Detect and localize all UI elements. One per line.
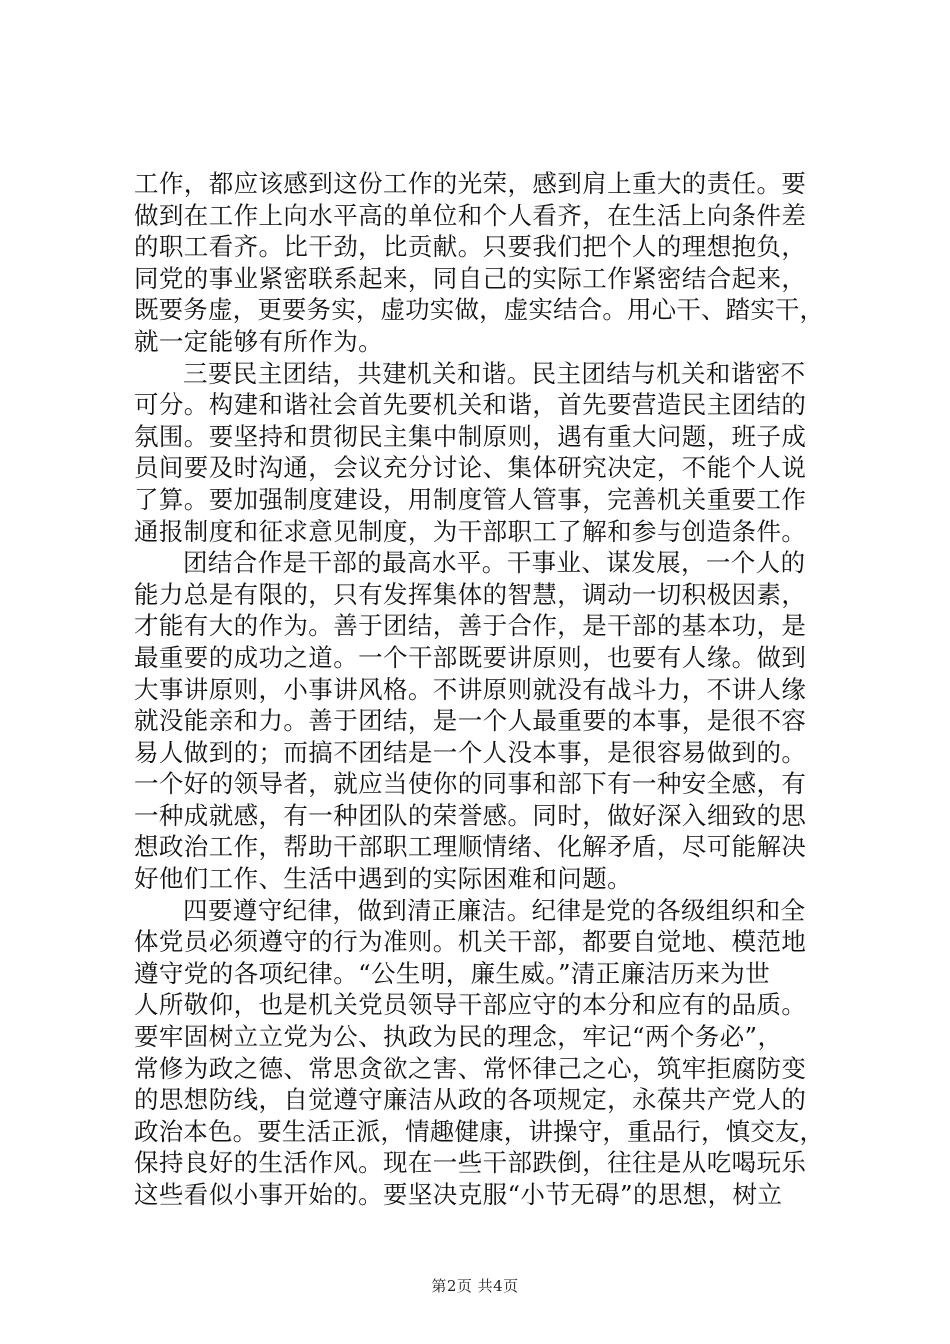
paragraph xyxy=(134,358,824,548)
text-line: 一种成就感，有一种团队的荣誉感。同时，做好深入细致的思 xyxy=(134,800,807,830)
text-line: 遵守党的各项纪律。“公生明，廉生威。”清正廉洁历来为世 xyxy=(134,958,771,988)
text-line: 工作，都应该感到这份工作的光荣，感到肩上重大的责任。要 xyxy=(134,169,807,198)
text-line: 常修为政之德、常思贪欲之害、常怀律己之心，筑牢拒腐防变 xyxy=(134,1053,807,1083)
text-line: 团结合作是干部的最高水平。干事业、谋发展，一个人的 xyxy=(183,548,806,578)
text-line: 就没能亲和力。善于团结，是一个人最重要的本事，是很不容 xyxy=(134,706,807,736)
text-line: 的思想防线，自觉遵守廉洁从政的各项规定，永葆共产党人的 xyxy=(134,1085,807,1115)
text-line: 能力总是有限的，只有发挥集体的智慧，调动一切积极因素， xyxy=(134,579,807,609)
paragraph xyxy=(134,168,824,358)
text-line: 可分。构建和谐社会首先要机关和谐，首先要营造民主团结的 xyxy=(134,390,807,420)
text-line: 最重要的成功之道。一个干部既要讲原则，也要有人缘。做到 xyxy=(134,642,807,672)
text-line: 一个好的领导者，就应当使你的同事和部下有一种安全感，有 xyxy=(134,769,807,799)
text-line: 政治本色。要生活正派，情趣健康，讲操守，重品行，慎交友， xyxy=(134,1116,825,1146)
text-line: 好他们工作、生活中遇到的实际困难和问题。 xyxy=(134,864,632,894)
text-line: 就一定能够有所作为。 xyxy=(134,326,383,356)
text-line: 了算。要加强制度建设，用制度管人管事，完善机关重要工作 xyxy=(134,484,807,514)
text-line: 员间要及时沟通，会议充分讨论、集体研究决定，不能个人说 xyxy=(134,453,807,483)
text-line: 氛围。要坚持和贯彻民主集中制原则，遇有重大问题，班子成 xyxy=(134,421,807,451)
text-line: 想政治工作，帮助干部职工理顺情绪、化解矛盾，尽可能解决 xyxy=(134,832,807,862)
paragraph xyxy=(134,547,824,895)
text-line: 通报制度和征求意见制度，为干部职工了解和参与创造条件。 xyxy=(134,516,807,546)
text-line: 的职工看齐。比干劲，比贡献。只要我们把个人的理想抱负， xyxy=(134,232,807,262)
text-line: 四要遵守纪律，做到清正廉洁。纪律是党的各级组织和全 xyxy=(183,895,806,925)
text-line: 才能有大的作为。善于团结，善于合作，是干部的基本功，是 xyxy=(134,611,807,641)
text-line: 易人做到的；而搞不团结是一个人没本事，是很容易做到的。 xyxy=(134,737,807,767)
paragraph xyxy=(134,895,824,1211)
text-line: 大事讲原则，小事讲风格。不讲原则就没有战斗力，不讲人缘 xyxy=(134,674,807,704)
text-line: 要牢固树立立党为公、执政为民的理念，牢记“两个务必”， xyxy=(134,1022,783,1052)
text-line: 同党的事业紧密联系起来，同自己的实际工作紧密结合起来， xyxy=(134,263,807,293)
text-line: 人所敬仰，也是机关党员领导干部应守的本分和应有的品质。 xyxy=(134,990,807,1020)
text-line: 做到在工作上向水平高的单位和个人看齐，在生活上向条件差 xyxy=(134,200,807,230)
text-line: 保持良好的生活作风。现在一些干部跌倒，往往是从吃喝玩乐 xyxy=(134,1148,807,1178)
document-body xyxy=(134,168,824,1211)
text-line: 三要民主团结，共建机关和谐。民主团结与机关和谐密不 xyxy=(183,358,806,388)
text-line: 体党员必须遵守的行为准则。机关干部，都要自觉地、模范地 xyxy=(134,927,807,957)
text-line: 既要务虚，更要务实，虚功实做，虚实结合。用心干、踏实干， xyxy=(134,295,825,325)
text-line: 这些看似小事开始的。要坚决克服“小节无碍”的思想，树立 xyxy=(134,1180,783,1209)
page-footer: 第2页 共4页 xyxy=(431,1277,519,1295)
